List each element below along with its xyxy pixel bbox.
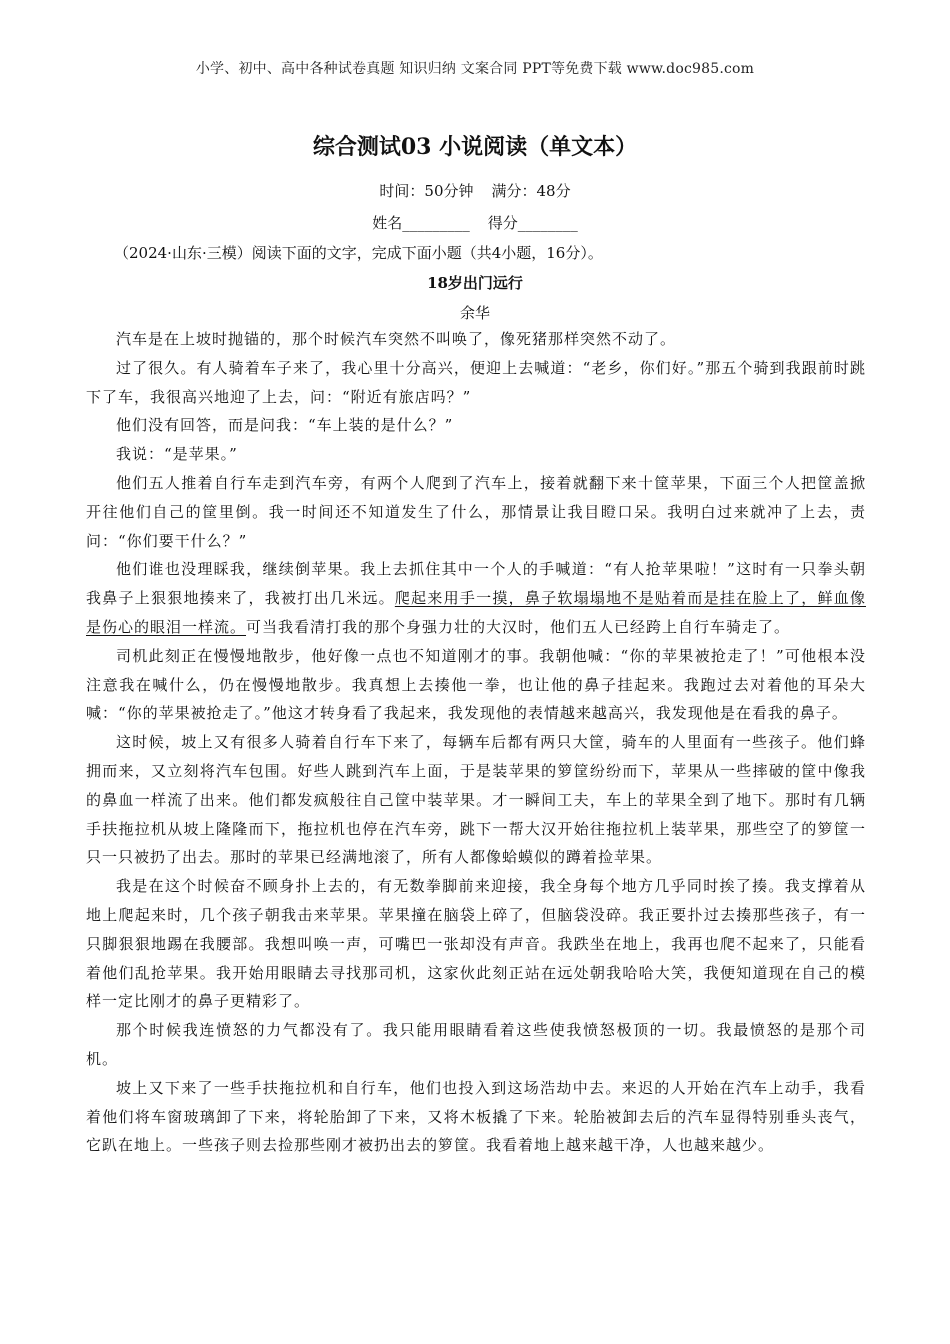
paragraph-11: 坡上又下来了一些手扶拖拉机和自行车，他们也投入到这场浩劫中去。来迟的人开始在汽车上动手，我看着他们将车窗玻璃卸了下来，将轮胎卸了下来，又将木板撬了下来。轮胎被卸去后的汽车显得特别垂头丧气，它趴在地上。一些孩子则去捡那些刚才被扔出去的箩筐。我看着地上越来越干净，人也越来越少。 [86, 1078, 866, 1155]
site-banner: 小学、初中、高中各种试卷真题 知识归纳 文案合同 PPT等免费下载 www.doc985.com [195, 61, 755, 77]
story-body [86, 325, 866, 1160]
paragraph-10: 那个时候我连愤怒的力气都没有了。我只能用眼睛看着这些使我愤怒极顶的一切。我最愤怒的是那个司机。 [86, 1021, 866, 1068]
paragraph-8: 这时候，坡上又有很多人骑着自行车下来了，每辆车后都有两只大筐，骑车的人里面有一些孩子。他们蜂拥而来，又立刻将汽车包围。好些人跳到汽车上面，于是装苹果的箩筐纷纷而下，苹果从一些摔破的筐中像我的鼻血一样流了出来。他们都发疯般往自己筐中装苹果。才一瞬间工夫，车上的苹果全到了地下。那时有几辆手扶拖拉机从坡上隆隆而下，拖拉机也停在汽车旁，跳下一帮大汉开始往拖拉机上装苹果，那些空了的箩筐一只一只被扔了出去。那时的苹果已经满地滚了，所有人都像蛤蟆似的蹲着捡苹果。 [86, 733, 866, 867]
page-title: 综合测试03 小说阅读（单文本） [312, 134, 638, 160]
time-score-line [0, 180, 950, 201]
name-score-line [0, 212, 950, 233]
paragraph-7: 司机此刻正在慢慢地散步，他好像一点也不知道刚才的事。我朝他喊：“你的苹果被抢走了！”可他根本没注意我在喊什么，仍在慢慢地散步。我真想上去揍他一拳，也让他的鼻子挂起来。我跑过去对着他的耳朵大喊：“你的苹果被抢走了。”他这才转身看了我起来，我发现他的表情越来越高兴，我发现他是在看我的鼻子。 [86, 646, 866, 723]
paragraph-9: 我是在这个时候奋不顾身扑上去的，有无数拳脚前来迎接，我全身每个地方几乎同时挨了揍。我支撑着从地上爬起来时，几个孩子朝我击来苹果。苹果撞在脑袋上碎了，但脑袋没碎。我正要扑过去揍那些孩子，有一只脚狠狠地踢在我腰部。我想叫唤一声，可嘴巴一张却没有声音。我跌坐在地上，我再也爬不起来了，只能看着他们乱抢苹果。我开始用眼睛去寻找那司机，这家伙此刻正站在远处朝我哈哈大笑，我便知道现在自己的模样一定比刚才的鼻子更精彩了。 [86, 877, 866, 1011]
paragraph-3: 他们没有回答，而是问我：“车上装的是什么？” [116, 416, 454, 435]
story-title: 18岁出门远行 [427, 274, 523, 292]
paragraph-6-part-2: 可当我看清打我的那个身强力壮的大汉时，他们五人已经跨上自行车骑走了。 [246, 617, 791, 636]
paragraph-6 [86, 555, 866, 641]
exam-instructions: （2024·山东·三模）阅读下面的文字，完成下面小题（共4小题，16分）。 [114, 244, 603, 262]
paragraph-1: 汽车是在上坡时抛锚的，那个时候汽车突然不叫唤了，像死猪那样突然不动了。 [116, 330, 677, 348]
underlined-sentence: 爬起来用手一摸，鼻子软塌塌地不是贴着而是挂在脸上了，鲜血像是伤心的眼泪一样流。 [86, 589, 866, 636]
full-score-label: 满分：48分 [491, 182, 571, 200]
paragraph-6-part-1: 他们谁也没理睬我，继续倒苹果。我上去抓住其中一个人的手喊道：“有人抢苹果啦！”这时有一只拳头朝我鼻子上狠狠地揍来了，我被打出几米远。 [86, 560, 866, 608]
story-author: 余华 [459, 304, 490, 322]
paragraph-4: 我说：“是苹果。” [116, 445, 238, 464]
score-field: 得分________ [487, 214, 578, 232]
paragraph-2: 过了很久。有人骑着车子来了，我心里十分高兴，便迎上去喊道：“老乡，你们好。”那五个骑到我跟前时跳下了车，我很高兴地迎了上去，问：“附近有旅店吗？” [86, 358, 866, 406]
time-label: 时间：50分钟 [379, 182, 474, 200]
paragraph-5: 他们五人推着自行车走到汽车旁，有两个人爬到了汽车上，接着就翻下来十筐苹果，下面三个人把筐盖掀开往他们自己的筐里倒。我一时间还不知道发生了什么，那情景让我目瞪口呆。我明白过来就冲了上去，责问：“你们要干什么？” [86, 473, 866, 550]
name-field: 姓名_________ [372, 214, 470, 232]
